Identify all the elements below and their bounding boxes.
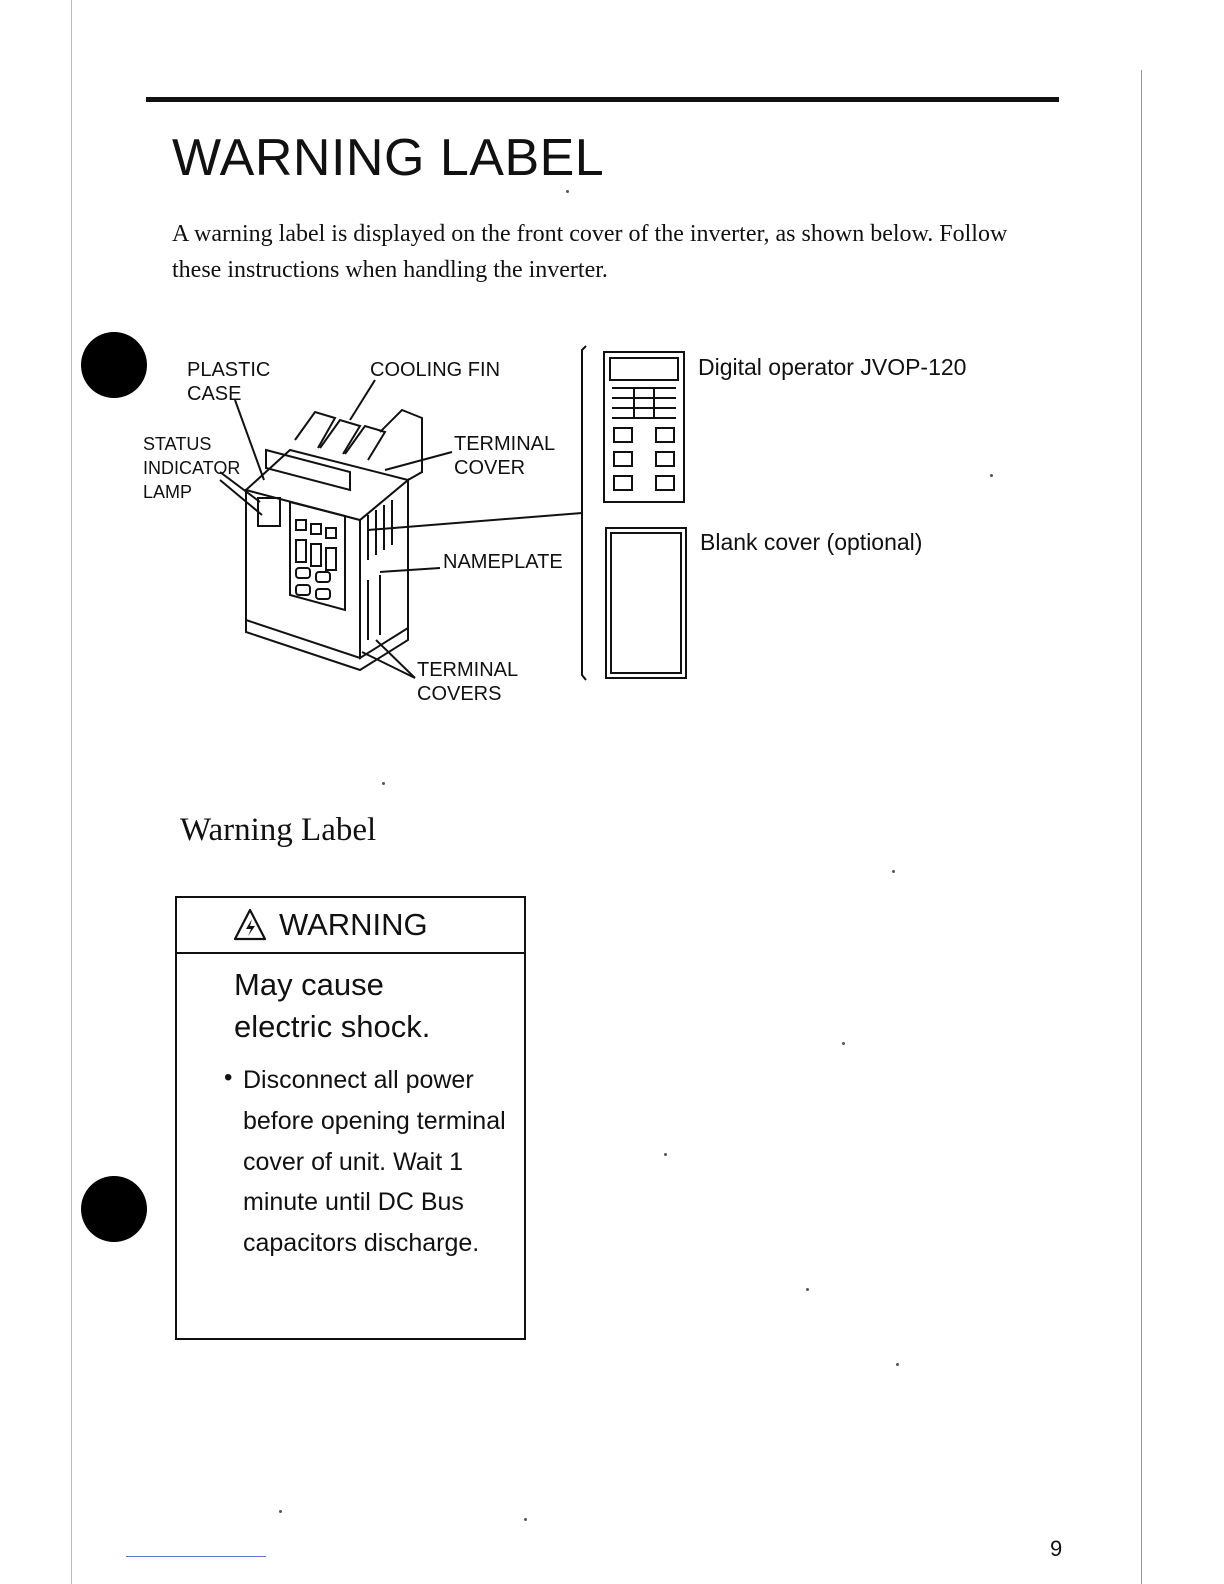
operator-key-3 bbox=[614, 452, 632, 466]
digital-operator-drawing bbox=[604, 352, 684, 502]
digital-operator-keygrid bbox=[612, 388, 676, 418]
scan-speck bbox=[842, 1042, 845, 1045]
scan-speck bbox=[896, 1363, 899, 1366]
disconnect-instruction: Disconnect all power before opening terminal cover of unit. Wait 1 minute until DC Bus capacitors discharge. bbox=[243, 1066, 506, 1258]
footer-link-line bbox=[126, 1556, 266, 1557]
label-plastic-case-1: PLASTIC bbox=[187, 359, 271, 381]
warning-label-box bbox=[175, 896, 526, 1340]
header-rule bbox=[146, 97, 1059, 102]
label-terminal-cover-2: COVER bbox=[454, 457, 526, 479]
label-plastic-case-2: CASE bbox=[187, 383, 242, 405]
cooling-fin-2 bbox=[320, 420, 360, 454]
blank-cover-drawing bbox=[606, 528, 686, 678]
label-status-3: LAMP bbox=[143, 482, 193, 502]
scan-speck bbox=[990, 474, 993, 477]
operator-key-6 bbox=[656, 476, 674, 490]
page-edge-left bbox=[71, 0, 72, 1584]
label-nameplate: NAMEPLATE bbox=[443, 551, 563, 573]
label-cooling-fin: COOLING FIN bbox=[370, 359, 501, 381]
bullet-marker: • bbox=[224, 1064, 233, 1091]
cooling-fin-3 bbox=[345, 426, 385, 460]
label-terminal-cover-1: TERMINAL bbox=[454, 433, 556, 455]
blank-cover-inner bbox=[611, 533, 681, 673]
binder-hole-top bbox=[81, 332, 147, 398]
operator-key-1 bbox=[614, 428, 632, 442]
intro-paragraph: A warning label is displayed on the front cover of the inverter, as shown below. Follow these instructions when handling the inverter. bbox=[172, 221, 1008, 283]
inverter-drawing bbox=[220, 346, 586, 680]
shock-warning bbox=[234, 964, 430, 1048]
warning-box-header bbox=[177, 898, 524, 954]
page-edge-right bbox=[1141, 70, 1142, 1584]
warning-box-title: WARNING bbox=[279, 907, 428, 942]
label-status-2: INDICATOR bbox=[143, 458, 241, 478]
warning-label-heading: Warning Label bbox=[180, 812, 377, 848]
leader-terminal-covers-1 bbox=[362, 652, 415, 678]
scan-speck bbox=[524, 1518, 527, 1521]
shock-line-1: May cause bbox=[234, 967, 384, 1002]
electric-hazard-icon bbox=[233, 908, 267, 942]
option-bracket bbox=[582, 346, 586, 680]
scan-speck bbox=[806, 1288, 809, 1291]
blank-cover-outline bbox=[606, 528, 686, 678]
page-number: 9 bbox=[1050, 1536, 1063, 1561]
operator-key-4 bbox=[656, 452, 674, 466]
label-blank-cover: Blank cover (optional) bbox=[700, 529, 923, 555]
scan-speck bbox=[892, 870, 895, 873]
shock-line-2: electric shock. bbox=[234, 1009, 431, 1044]
operator-key-5 bbox=[614, 476, 632, 490]
leader-cooling-fin bbox=[350, 380, 375, 420]
binder-hole-bottom bbox=[81, 1176, 147, 1242]
digital-operator-display bbox=[610, 358, 678, 380]
page-title: WARNING LABEL bbox=[172, 129, 605, 187]
leader-terminal-covers-2 bbox=[376, 640, 415, 678]
scan-speck bbox=[566, 190, 569, 193]
scan-speck bbox=[279, 1510, 282, 1513]
cooling-fin-1 bbox=[295, 412, 335, 448]
operator-key-2 bbox=[656, 428, 674, 442]
label-terminal-covers-1: TERMINAL bbox=[417, 659, 519, 681]
scan-speck bbox=[382, 782, 385, 785]
label-digital-operator: Digital operator JVOP-120 bbox=[698, 354, 967, 380]
label-status-1: STATUS bbox=[143, 434, 212, 454]
leader-terminal-cover bbox=[385, 452, 452, 470]
label-terminal-covers-2: COVERS bbox=[417, 683, 502, 705]
scan-speck bbox=[664, 1153, 667, 1156]
